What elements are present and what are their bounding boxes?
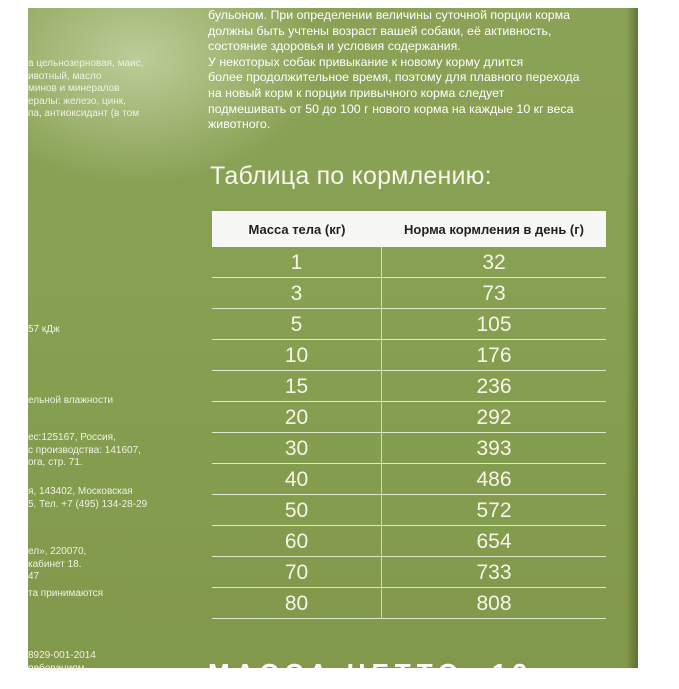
norm-cell: 105 [476,313,512,336]
table-row [212,557,606,588]
text-line: ел», 220070, [28,546,87,557]
weight-cell: 15 [212,371,382,401]
text-line: 5. Тел. +7 (495) 134-28-29 [28,498,148,510]
norm-cell: 654 [476,530,512,553]
text-line: 47 [28,571,40,582]
ingredients-text [28,58,143,121]
table-row [212,464,606,495]
weight-cell: 5 [212,309,382,339]
weight-cell: 1 [212,247,382,277]
manufacturer-address [28,432,141,470]
norm-cell: 292 [476,406,512,429]
importer-address [28,486,147,511]
text-line: а цельнозерновая, маис, [28,58,144,69]
text-line: подмешивать от 50 до 100 г нового корма на каждые 10 кг веса [208,101,574,116]
text-line: па, антиоксидант (в том [28,108,140,119]
norm-cell: 176 [476,344,512,367]
text-line: должны быть учтены возраст вашей собаки, её активность, [208,23,552,38]
table-row [212,433,606,464]
weight-cell: 20 [212,402,382,432]
text-line: 8929-001-2014 [28,650,96,661]
belarus-address [28,546,86,584]
feeding-table-title: Таблица по кормлению: [210,162,492,190]
text-line: с производства: 141607, [28,444,141,456]
humidity-text [28,395,113,408]
norm-cell: 486 [476,468,512,491]
net-weight-heading: МАССА НЕТТО: 12 [208,658,533,688]
text-line: ребованиям [28,662,85,674]
weight-cell: 10 [212,340,382,370]
table-row [212,309,606,340]
text-line: животного. [208,117,271,132]
text-line: ералы: железо, цинк, [28,95,126,107]
text-line: кабинет 18. [28,558,82,570]
text-line: ога, стр. 71. [28,457,83,468]
norm-cell: 572 [476,499,512,522]
text-line: минов и минералов [28,83,120,94]
norm-cell: 393 [476,437,512,460]
table-row [212,526,606,557]
norm-cell: 236 [476,375,512,398]
text-line: состояние здоровья и условия содержания. [208,39,461,54]
norm-cell: 733 [476,561,512,584]
energy-text [28,324,60,337]
composition-column [28,8,178,674]
text-line: ивотный, масло [28,70,102,82]
text-line: 57 кДж [28,324,60,335]
text-line: я, 143402, Московская [28,486,133,497]
norm-cell: 808 [476,592,512,615]
table-row [212,340,606,371]
text-line: на новый корм к порции привычного корма следует [208,85,505,100]
table-row [212,588,606,619]
claims-text [28,588,103,601]
feeding-instructions [208,8,608,133]
text-line: ельной влажности [28,395,114,406]
text-line: бульоном. При определении величины суточной порции корма [208,8,571,22]
header-daily-norm: Норма кормления в день (г) [403,221,585,237]
table-header [212,211,606,247]
table-row [212,278,606,309]
table-row [212,371,606,402]
weight-cell: 50 [212,495,382,525]
text-line: та принимаются [28,588,104,599]
feeding-table [212,211,606,619]
header-body-weight: Масса тела (кг) [248,221,346,237]
weight-cell: 70 [212,557,382,587]
table-row [212,402,606,433]
table-row [212,495,606,526]
weight-cell: 80 [212,588,382,618]
norm-cell: 73 [482,282,506,305]
standard-text [28,650,96,675]
weight-cell: 40 [212,464,382,494]
weight-cell: 3 [212,278,382,308]
weight-cell: 60 [212,526,382,556]
text-line: У некоторых собак привыкание к новому корму длится [208,54,524,69]
text-line: более продолжительное время, поэтому для плавного перехода [208,70,580,85]
package-panel [28,8,638,688]
norm-cell: 32 [482,251,506,274]
text-line: ес:125167, Россия, [28,432,116,443]
table-row [212,247,606,278]
weight-cell: 30 [212,433,382,463]
